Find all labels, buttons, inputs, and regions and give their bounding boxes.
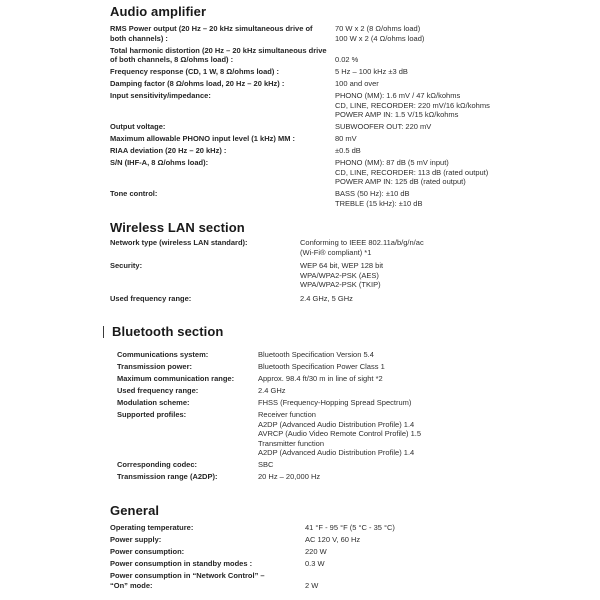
spec-value-line: Conforming to IEEE 802.11a/b/g/n/ac [300, 238, 424, 247]
spec-label-line: Tone control: [110, 189, 158, 198]
spec-value-line: SUBWOOFER OUT: 220 mV [335, 122, 432, 131]
spec-row [117, 472, 600, 482]
spec-value [305, 581, 600, 591]
spec-rows-audio-amplifier [0, 24, 600, 208]
spec-value-line: AC 120 V, 60 Hz [305, 535, 361, 544]
spec-label-line: Transmission range (A2DP): [117, 472, 218, 481]
spec-row [110, 134, 600, 144]
spec-label [110, 189, 335, 208]
spec-label-line: Corresponding codec: [117, 460, 198, 469]
spec-label [117, 350, 258, 360]
section-title-text: General [110, 503, 160, 518]
spec-label [117, 410, 258, 458]
spec-label [110, 146, 335, 156]
spec-value-line: Approx. 98.4 ft/30 m in line of sight *2 [258, 374, 383, 383]
spec-value-line: 0.02 % [335, 55, 359, 64]
spec-value-line: WPA/WPA2-PSK (TKIP) [300, 280, 381, 289]
spec-label-line: Modulation scheme: [117, 398, 190, 407]
spec-value-line: POWER AMP IN: 125 dB (rated output) [335, 177, 466, 186]
spec-value [300, 238, 600, 257]
spec-label-line: Damping factor (8 Ω/ohms load, 20 Hz – 20 kHz) : [110, 79, 285, 88]
spec-row [117, 398, 600, 408]
spec-row [110, 523, 600, 533]
spec-value [305, 559, 600, 569]
spec-label [110, 134, 335, 144]
revision-change-bar [103, 326, 104, 338]
spec-label [110, 294, 300, 304]
spec-row [110, 46, 600, 65]
spec-value-line: Receiver function [258, 410, 316, 419]
spec-label [117, 398, 258, 408]
spec-label-line: Input sensitivity/impedance: [110, 91, 211, 100]
spec-value-line: BASS (50 Hz): ±10 dB [335, 189, 410, 198]
spec-row [110, 146, 600, 156]
spec-row [110, 122, 600, 132]
spec-row [110, 571, 600, 590]
spec-row [117, 362, 600, 372]
spec-value-line: FHSS (Frequency-Hopping Spread Spectrum) [258, 398, 412, 407]
spec-label-line: Power supply: [110, 535, 162, 544]
spec-row [110, 24, 600, 43]
spec-rows-general [0, 523, 600, 590]
spec-value-line: (Wi-Fi® compliant) *1 [300, 247, 372, 257]
spec-value [335, 146, 600, 156]
spec-row [110, 91, 600, 120]
spec-rows-wireless-lan [0, 238, 600, 303]
spec-label [110, 24, 335, 43]
spec-value-line: AVRCP (Audio Video Remote Control Profile) 1.5 [258, 429, 421, 438]
spec-value [335, 122, 600, 132]
spec-label-line: Power consumption in “Network Control” – [110, 571, 265, 580]
spec-value-line: CD, LINE, RECORDER: 113 dB (rated output) [335, 167, 489, 177]
spec-label-line: Used frequency range: [117, 386, 199, 395]
spec-value-line: 2.4 GHz [258, 386, 286, 395]
spec-value-line: 2.4 GHz, 5 GHz [300, 293, 353, 303]
spec-value-line: SBC [258, 460, 274, 469]
spec-label-line: Operating temperature: [110, 523, 194, 532]
section-title-general [110, 504, 600, 518]
spec-label [110, 91, 335, 120]
spec-value-line: 2 W [305, 580, 319, 590]
spec-label [110, 547, 305, 557]
spec-value-line: 20 Hz – 20,000 Hz [258, 472, 321, 481]
spec-value [258, 410, 600, 458]
spec-value-line: ±0.5 dB [335, 146, 361, 155]
spec-label-line: Security: [110, 261, 143, 270]
spec-row [117, 386, 600, 396]
spec-label [110, 122, 335, 132]
spec-value [335, 79, 600, 89]
spec-value [335, 67, 600, 77]
spec-value [258, 472, 600, 482]
spec-row [117, 350, 600, 360]
spec-value-line: 41 °F - 95 °F (5 °C - 35 °C) [305, 523, 395, 532]
spec-label [110, 67, 335, 77]
spec-value-line: PHONO (MM): 1.6 mV / 47 kΩ/kohms [335, 91, 461, 100]
spec-label-line: Maximum allowable PHONO input level (1 kHz) MM : [110, 134, 296, 143]
spec-label [110, 46, 335, 65]
section-bluetooth [0, 325, 600, 482]
spec-row [110, 535, 600, 545]
spec-label-line: Communications system: [117, 350, 209, 359]
spec-value-line: POWER AMP IN: 1.5 V/15 kΩ/kohms [335, 110, 459, 119]
spec-rows-bluetooth [0, 350, 600, 482]
spec-row [110, 261, 600, 290]
spec-value [335, 158, 600, 187]
spec-label-line: Total harmonic distortion (20 Hz – 20 kHz simultaneous drive [110, 45, 327, 55]
spec-value [335, 189, 600, 208]
spec-value [300, 261, 600, 290]
spec-value-line: 5 Hz – 100 kHz ±3 dB [335, 67, 408, 76]
spec-label-line: Network type (wireless LAN standard): [110, 238, 248, 247]
spec-label [110, 571, 305, 590]
spec-row [117, 374, 600, 384]
spec-value-line: 0.3 W [305, 559, 325, 568]
spec-label [117, 472, 258, 482]
spec-value-line: WPA/WPA2-PSK (AES) [300, 270, 379, 280]
spec-value-line: A2DP (Advanced Audio Distribution Profile) 1.4 [258, 448, 415, 457]
spec-label-line: Power consumption: [110, 547, 185, 556]
section-title-wireless-lan [110, 221, 600, 235]
section-title-text: Wireless LAN section [110, 220, 245, 235]
spec-row [117, 410, 600, 458]
spec-value [258, 350, 600, 360]
spec-value-line: PHONO (MM): 87 dB (5 mV input) [335, 158, 449, 167]
spec-row [117, 460, 600, 470]
spec-value-line: CD, LINE, RECORDER: 220 mV/16 kΩ/kohms [335, 100, 490, 110]
spec-label-line: RIAA deviation (20 Hz – 20 kHz) : [110, 146, 227, 155]
section-title-text: Bluetooth section [112, 324, 224, 339]
spec-label-line: Power consumption in standby modes : [110, 559, 253, 568]
spec-value-line: A2DP (Advanced Audio Distribution Profile) 1.4 [258, 419, 415, 429]
spec-value [300, 294, 600, 304]
spec-label-line: RMS Power output (20 Hz – 20 kHz simultaneous drive of [110, 24, 313, 33]
spec-value-line: Bluetooth Specification Version 5.4 [258, 350, 374, 359]
spec-value [258, 398, 600, 408]
spec-label-line: Frequency response (CD, 1 W, 8 Ω/ohms load) : [110, 67, 279, 76]
spec-value-line: 80 mV [335, 134, 357, 143]
spec-value-line: 100 and over [335, 79, 379, 88]
spec-value [335, 134, 600, 144]
spec-value [335, 55, 600, 65]
spec-value [305, 535, 600, 545]
spec-label [110, 158, 335, 187]
section-title-text: Audio amplifier [110, 4, 207, 19]
spec-label [110, 559, 305, 569]
section-wireless-lan [0, 221, 600, 303]
spec-value [258, 374, 600, 384]
spec-value-line: 70 W x 2 (8 Ω/ohms load) [335, 24, 421, 33]
spec-label [110, 523, 305, 533]
spec-value-line: 100 W x 2 (4 Ω/ohms load) [335, 33, 425, 43]
spec-row [110, 238, 600, 257]
spec-label-line: Transmission power: [117, 362, 193, 371]
spec-label [117, 386, 258, 396]
spec-label [110, 238, 300, 257]
spec-label-line: S/N (IHF-A, 8 Ω/ohms load): [110, 158, 209, 167]
section-title-bluetooth [112, 325, 600, 339]
spec-value [305, 523, 600, 533]
spec-value [305, 547, 600, 557]
spec-label [110, 79, 335, 89]
spec-label [110, 535, 305, 545]
spec-value-line: 220 W [305, 547, 327, 556]
spec-value [335, 91, 600, 120]
spec-label [117, 362, 258, 372]
spec-row [110, 79, 600, 89]
spec-value [258, 460, 600, 470]
spec-label [110, 261, 300, 290]
spec-value-line: WEP 64 bit, WEP 128 bit [300, 261, 384, 270]
spec-row [110, 559, 600, 569]
spec-value-line: Bluetooth Specification Power Class 1 [258, 362, 385, 371]
spec-row [110, 189, 600, 208]
spec-label [117, 374, 258, 384]
spec-value [258, 386, 600, 396]
spec-label [117, 460, 258, 470]
section-general [0, 504, 600, 590]
spec-value [335, 24, 600, 43]
spec-row [110, 547, 600, 557]
spec-label-line: “On” mode: [110, 580, 153, 590]
spec-value-line: TREBLE (15 kHz): ±10 dB [335, 198, 423, 208]
spec-label-line: of both channels, 8 Ω/ohms load) : [110, 55, 234, 64]
section-audio-amplifier [0, 5, 600, 208]
spec-label-line: Used frequency range: [110, 293, 192, 303]
spec-row [110, 294, 600, 304]
spec-value [258, 362, 600, 372]
spec-row [110, 158, 600, 187]
spec-row [110, 67, 600, 77]
spec-value-line: Transmitter function [258, 438, 324, 448]
spec-label-line: Supported profiles: [117, 410, 187, 419]
spec-label-line: both channels) : [110, 33, 168, 43]
spec-label-line: Maximum communication range: [117, 374, 235, 383]
spec-label-line: Output voltage: [110, 122, 166, 131]
section-title-audio-amplifier [110, 5, 600, 19]
